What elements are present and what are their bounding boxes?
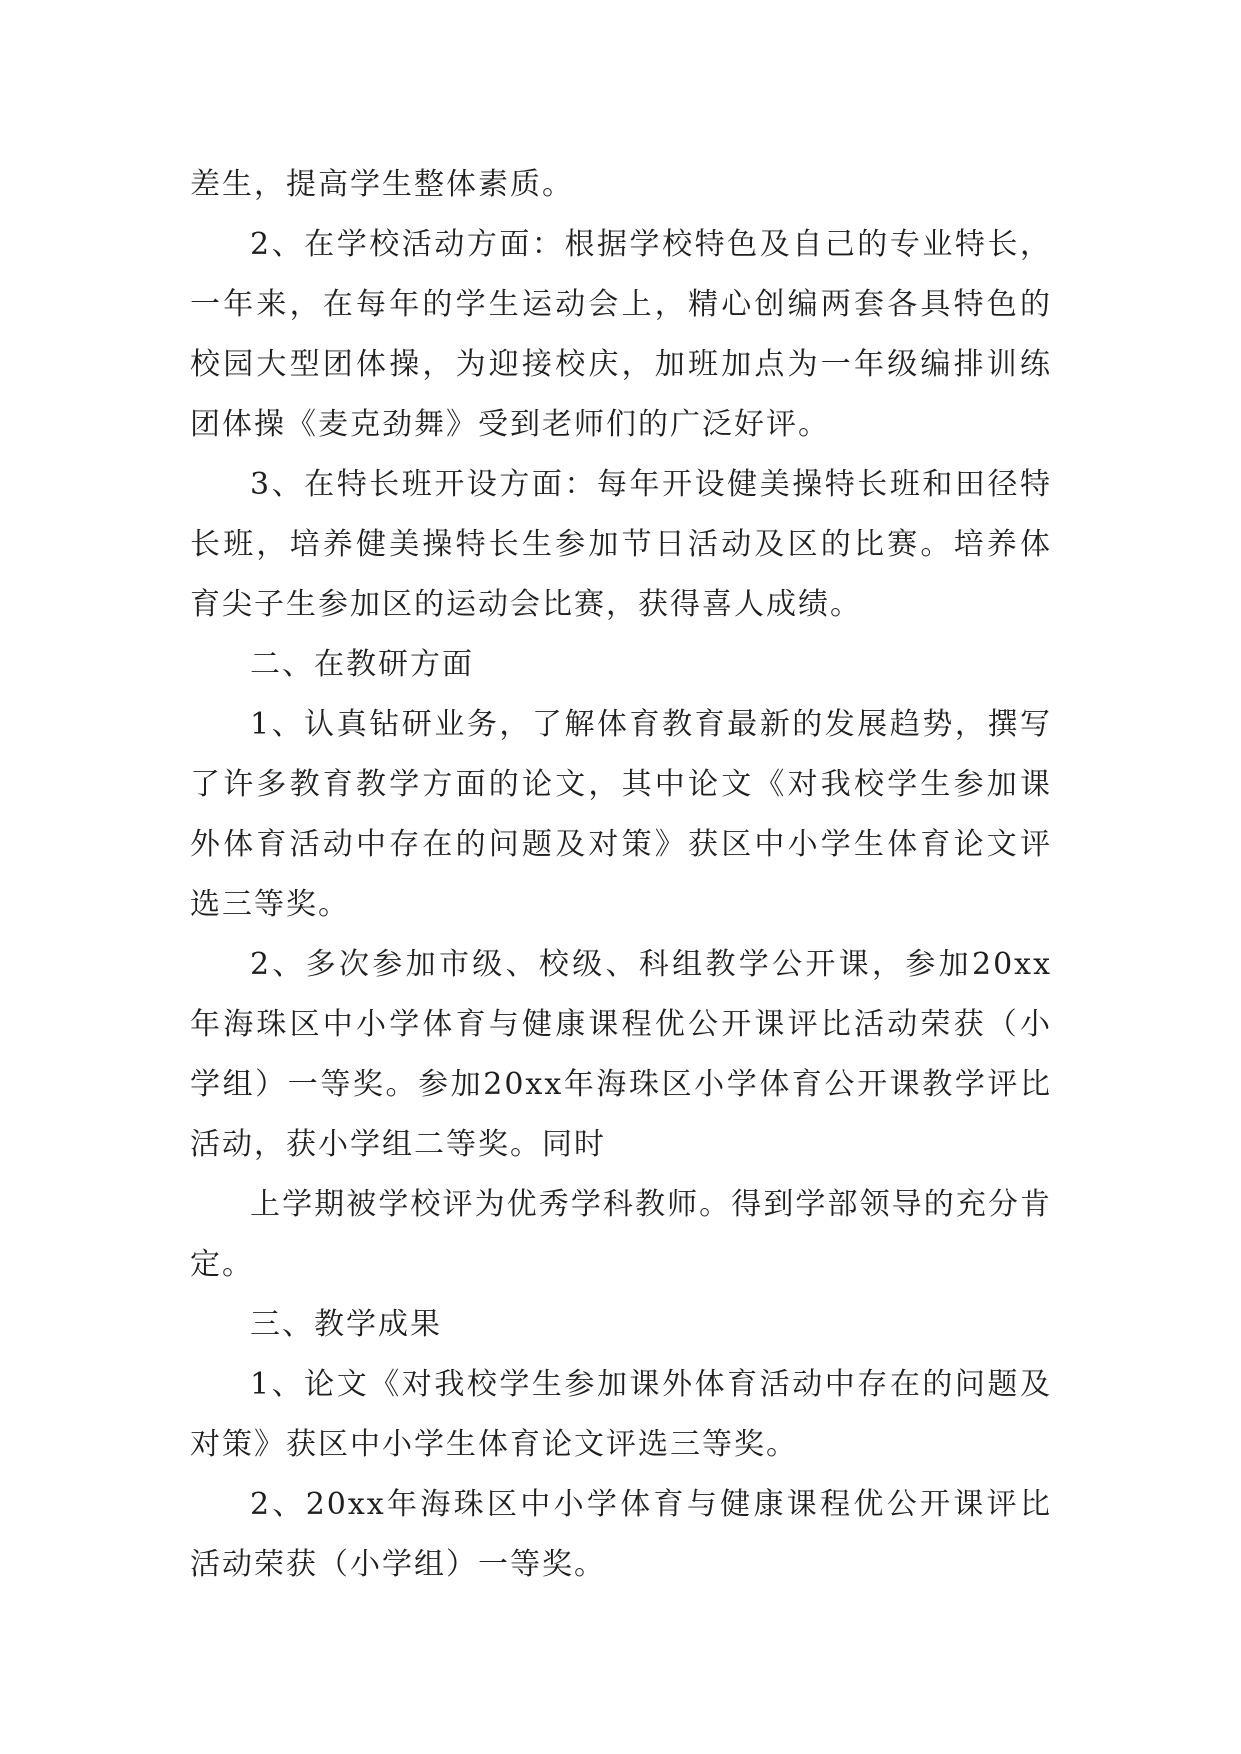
paragraph-3: 3、在特长班开设方面：每年开设健美操特长班和田径特长班，培养健美操特长生参加节日活动及区的比赛。培养体育尖子生参加区的运动会比赛，获得喜人成绩。 [190,467,1052,622]
section-heading-teaching-research: 二、在教研方面 [250,647,474,682]
paragraph-1: 差生，提高学生整体素质。 [190,167,574,202]
paragraph-8: 2、20xx年海珠区中小学体育与健康课程优公开课评比活动荣获（小学组）一等奖。 [190,1487,1052,1582]
paragraph-2: 2、在学校活动方面：根据学校特色及自己的专业特长，一年来，在每年的学生运动会上，精心创编两套各具特色的校园大型团体操，为迎接校庆，加班加点为一年级编排训练团体操《麦克劲舞》受到老师们的广泛好评。 [190,227,1052,442]
paragraph-5: 2、多次参加市级、校级、科组教学公开课，参加20xx年海珠区中小学体育与健康课程优公开课评比活动荣获（小学组）一等奖。参加20xx年海珠区小学体育公开课教学评比活动，获小学组二等奖。同时 [190,947,1052,1162]
paragraph-6: 上学期被学校评为优秀学科教师。得到学部领导的充分肯定。 [190,1187,1052,1282]
paragraph-7: 1、论文《对我校学生参加课外体育活动中存在的问题及对策》获区中小学生体育论文评选三等奖。 [190,1367,1052,1462]
paragraph-4: 1、认真钻研业务，了解体育教育最新的发展趋势，撰写了许多教育教学方面的论文，其中论文《对我校学生参加课外体育活动中存在的问题及对策》获区中小学生体育论文评选三等奖。 [190,707,1052,922]
section-heading-teaching-results: 三、教学成果 [250,1307,442,1342]
document-body [190,155,1052,1595]
